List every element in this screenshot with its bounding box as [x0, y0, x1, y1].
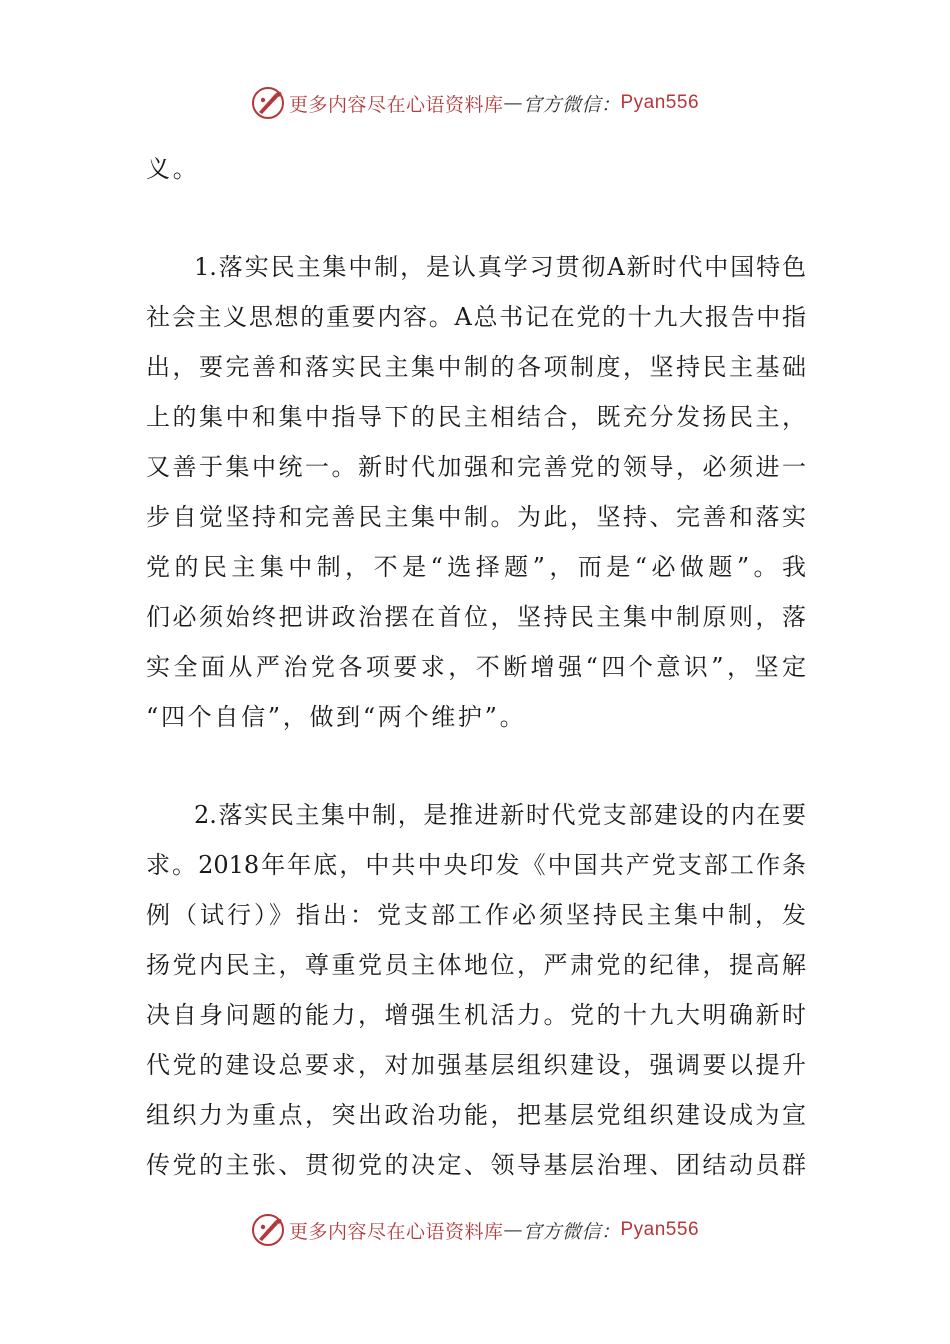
paragraph-1-line: 1.落实民主集中制，是认真学习贯彻A新时代中国特色 [194, 253, 806, 281]
intro-line: 义。 [146, 155, 200, 183]
banner-wechat-label: 官方微信： [522, 93, 621, 116]
banner-title: 更多内容尽在心语资料库 [288, 93, 504, 116]
paragraph-2-line: 扬党内民主，尊重党员主体地位，严肃党的纪律，提高解 [146, 951, 806, 979]
paragraph-2-line: 2.落实民主集中制，是推进新时代党支部建设的内在要 [194, 801, 806, 829]
document-body [146, 144, 806, 1190]
footer-watermark-banner [0, 1210, 950, 1250]
paragraph-gap [146, 742, 806, 790]
paragraph-1-line: 党的民主集中制，不是“选择题”，而是“必做题”。我 [146, 553, 806, 581]
paragraph-2-line: 代党的建设总要求，对加强基层组织建设，强调要以提升 [146, 1051, 806, 1079]
banner-wechat-label: 官方微信： [522, 1220, 621, 1243]
paragraph-1-line: 们必须始终把讲政治摆在首位，坚持民主集中制原则，落 [146, 603, 806, 631]
paragraph-1-line: “四个自信”，做到“两个维护”。 [146, 703, 527, 731]
quill-pen-logo-icon [251, 86, 285, 120]
banner-wechat-id: Pyan556 [620, 92, 700, 113]
footer-banner-inner [251, 1213, 699, 1247]
paragraph-1 [146, 242, 806, 742]
paragraph-1-line: 又善于集中统一。新时代加强和完善党的领导，必须进一 [146, 453, 806, 481]
paragraph-1-line: 实全面从严治党各项要求，不断增强“四个意识”，坚定 [146, 653, 806, 681]
banner-title: 更多内容尽在心语资料库 [288, 1220, 504, 1243]
paragraph-1-line: 上的集中和集中指导下的民主相结合，既充分发扬民主， [146, 403, 806, 431]
header-banner-inner [251, 86, 699, 120]
paragraph-2-line: 组织力为重点，突出政治功能，把基层党组织建设成为宣 [146, 1101, 806, 1129]
paragraph-2 [146, 790, 806, 1190]
banner-separator: — [503, 1219, 523, 1241]
paragraph-2-line: 求。2018年年底，中共中央印发《中国共产党支部工作条 [146, 851, 806, 879]
paragraph-1-line: 出，要完善和落实民主集中制的各项制度，坚持民主基础 [146, 353, 806, 381]
banner-wechat-id: Pyan556 [620, 1219, 700, 1240]
banner-separator: — [503, 92, 523, 114]
paragraph-1-line: 社会主义思想的重要内容。A总书记在党的十九大报告中指 [146, 303, 806, 331]
header-watermark-banner [0, 83, 950, 123]
quill-pen-logo-icon [251, 1213, 285, 1247]
paragraph-gap [146, 194, 806, 242]
paragraph-2-line: 决自身问题的能力，增强生机活力。党的十九大明确新时 [146, 1001, 806, 1029]
paragraph-2-line: 传党的主张、贯彻党的决定、领导基层治理、团结动员群 [146, 1151, 806, 1179]
paragraph-1-line: 步自觉坚持和完善民主集中制。为此，坚持、完善和落实 [146, 503, 806, 531]
paragraph-2-line: 例（试行）》指出：党支部工作必须坚持民主集中制，发 [146, 901, 806, 929]
